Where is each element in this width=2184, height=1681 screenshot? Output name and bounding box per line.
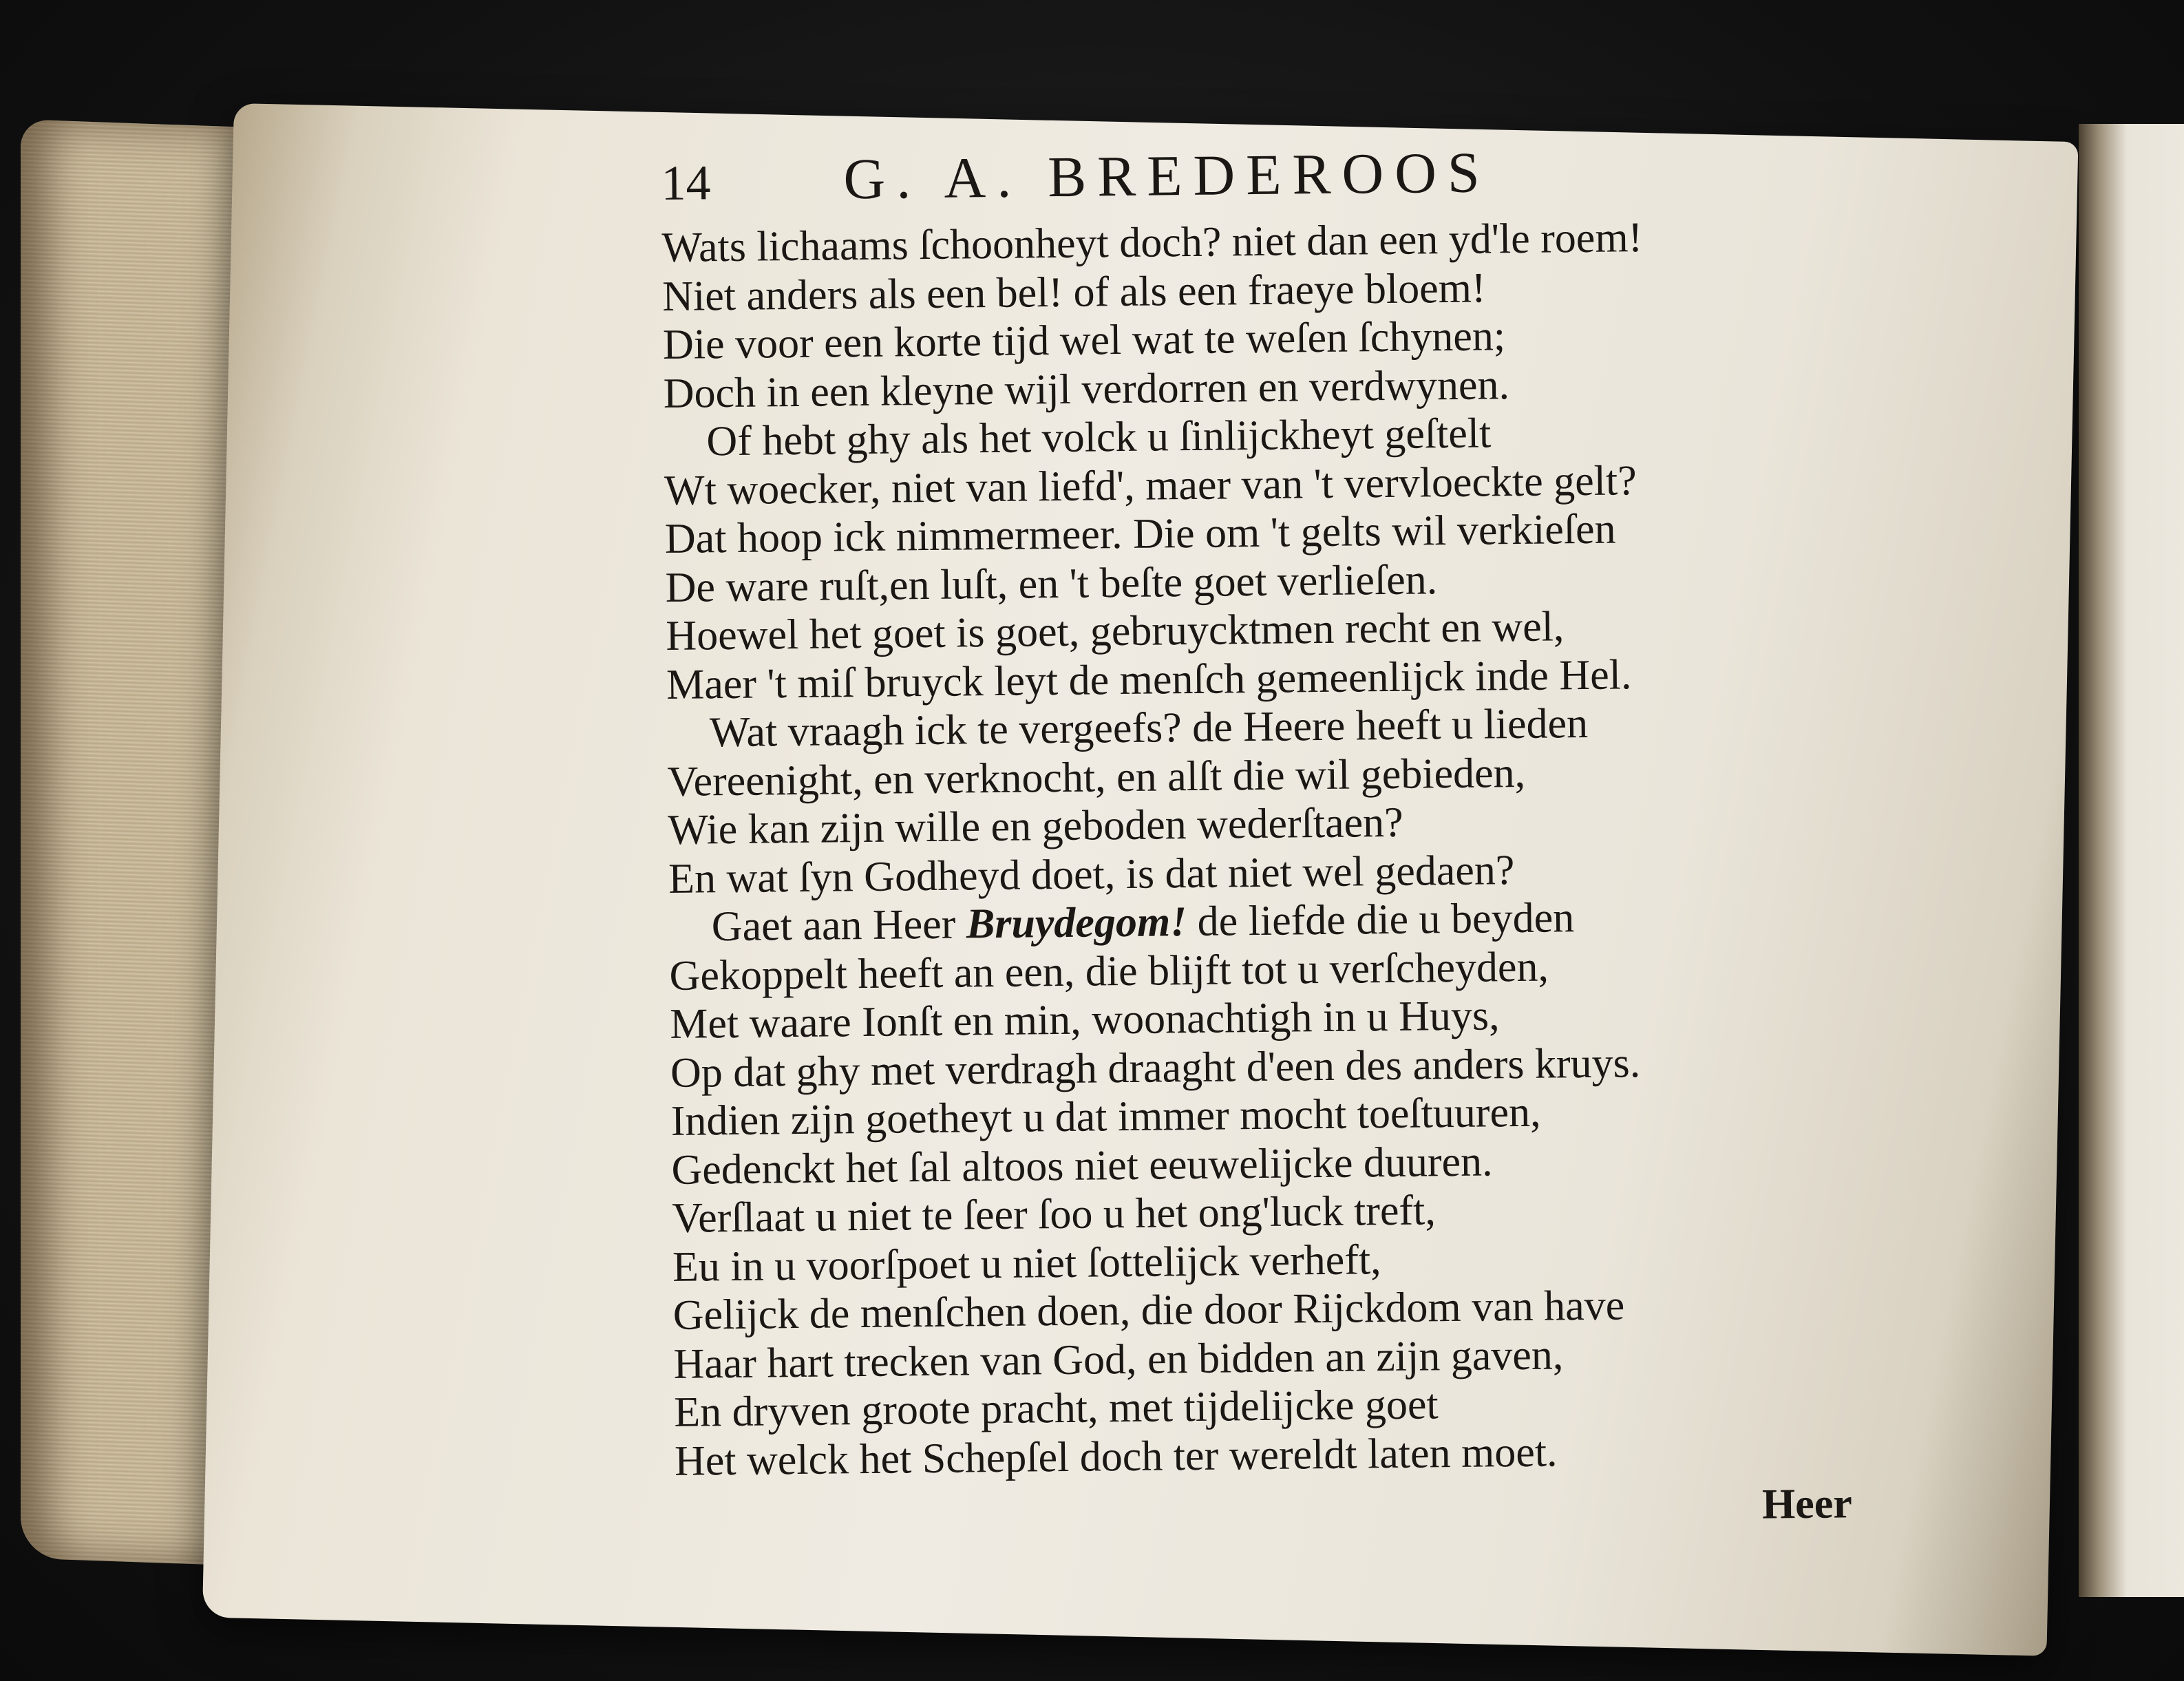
poem-line: Gelijck de menſchen doen, die door Rijckdom van have [672,1282,1625,1339]
poem-line: Niet anders als een bel! of als een fraeye bloem! [661,264,1486,320]
poem-line: Doch in een kleyne wijl verdorren en verdwynen. [663,361,1510,417]
right-page [2079,124,2184,1597]
poem-line: Met waare Ionſt en min, woonachtigh in u Huys, [669,992,1500,1048]
poem-line: De ware ruſt,en luſt, en 't beſte goet verlieſen. [665,556,1438,611]
poem-line: Maer 't miſ bruyck leyt de menſch gemeenlijck inde Hel. [666,651,1632,708]
poem-line: Wat vraagh ick te vergeefs? de Heere heeft u lieden [709,699,1589,757]
poem-line: Indien zijn goetheyt u dat immer mocht toeſtuuren, [670,1088,1541,1145]
poem-line: Eu in u voorſpoet u niet ſottelijck verheft, [672,1236,1381,1291]
poem-line: Hoewel het goet is goet, gebruycktmen recht en wel, [666,603,1565,659]
poem-line: Wie kan zijn wille en geboden wederſtaen? [668,799,1403,854]
page-number: 14 [661,155,711,211]
italic-name: Bruydegom! [966,898,1187,948]
printed-text-block [661,135,1927,1486]
poem-line: Dat hoop ick nimmermeer. Die om 't gelts wil verkieſen [664,505,1616,562]
poem-line: Vereenight, en verknocht, en alſt die wil gebieden, [667,749,1526,805]
catchword: Heer [1761,1480,1853,1528]
poem-line-text: de liefde die u beyden [1186,894,1575,946]
poem-line: Het welck het Schepſel doch ter wereldt laten moet. [674,1428,1558,1485]
poem-line: Die voor een korte tijd wel wat te weſen ſchynen; [662,313,1506,368]
page-header [661,135,1914,224]
poem-line: Wt woecker, niet van liefd', maer van 't vervloeckte gelt? [664,456,1637,514]
poem-line: Verſlaat u niet te ſeer ſoo u het ong'luck treft, [671,1187,1436,1242]
poem-line: En wat ſyn Godheyd doet, is dat niet wel gedaen? [668,846,1515,902]
running-title: G. A. BREDEROOS [843,140,1492,212]
poem-line: Gedenckt het ſal altoos niet eeuwelijcke duuren. [671,1137,1493,1194]
poem-line-text: Gaet aan Heer [711,900,967,951]
poem-line: En dryven groote pracht, met tijdelijcke goet [673,1381,1439,1436]
poem-line: Gekoppelt heeft an een, die blijft tot u verſcheyden, [669,943,1549,1000]
poem-line: Op dat ghy met verdragh draaght d'een des anders kruys. [670,1039,1641,1097]
poem-line: Of hebt ghy als het volck u ſinlijckheyt geſtelt [706,410,1492,465]
poem [661,211,1927,1486]
poem-line: Wats lichaams ſchoonheyt doch? niet dan een yd'le roem! [661,214,1643,271]
poem-line: Haar hart trecken van God, en bidden an zijn gaven, [673,1331,1564,1388]
